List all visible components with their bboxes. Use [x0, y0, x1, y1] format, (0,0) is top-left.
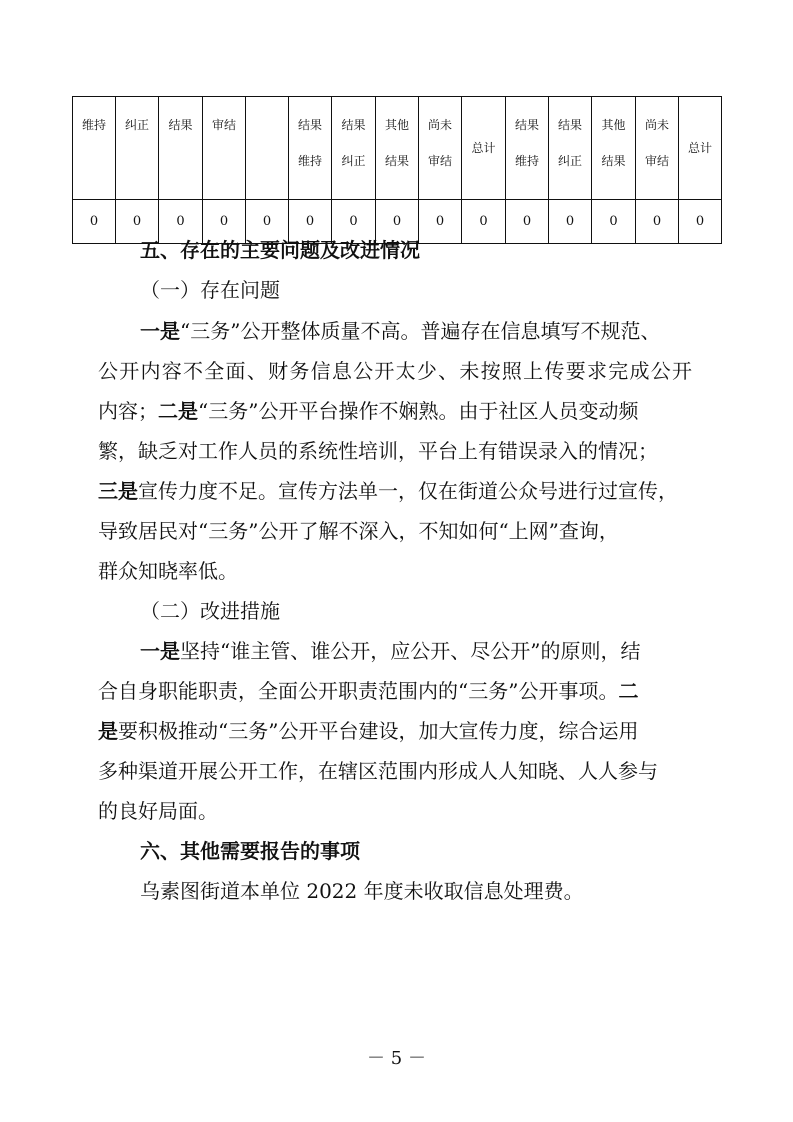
problems-line-5 — [98, 481, 678, 501]
review-litigation-table — [72, 96, 722, 244]
header-cell: 其他 结果 — [376, 97, 419, 200]
value-cell: 0 — [116, 200, 159, 244]
value-cell: 0 — [679, 200, 722, 244]
problems-line-3 — [98, 401, 638, 421]
value-cell: 0 — [506, 200, 549, 244]
fee-statement: 乌素图街道本单位 2022 年度未收取信息处理费。 — [140, 879, 584, 903]
header-cell: 总计 — [462, 97, 506, 200]
problems-line-7: 群众知晓率低。 — [98, 559, 238, 583]
first-point-label: 一是 — [140, 319, 180, 343]
value-cell: 0 — [592, 200, 636, 244]
value-cell: 0 — [549, 200, 592, 244]
value-cell: 0 — [462, 200, 506, 244]
value-cell: 0 — [376, 200, 419, 244]
problems-line-2: 公开内容不全面、财务信息公开太少、未按照上传要求完成公开 — [98, 359, 692, 383]
header-cell: 结果 维持 — [506, 97, 549, 200]
measures-line-3 — [98, 721, 638, 741]
header-cell: 结果 维持 — [289, 97, 332, 200]
value-cell: 0 — [636, 200, 679, 244]
section-5-heading: 五、存在的主要问题及改进情况 — [140, 238, 420, 262]
table-header-row — [73, 97, 722, 200]
header-cell: 纠正 — [116, 97, 159, 200]
header-cell: 结果 纠正 — [332, 97, 376, 200]
value-cell: 0 — [73, 200, 116, 244]
value-cell: 0 — [246, 200, 289, 244]
measures-line-5: 的良好局面。 — [98, 799, 218, 823]
header-cell: 结果 纠正 — [549, 97, 592, 200]
first-point-label: 一是 — [140, 639, 180, 663]
problems-text: “三务”公开整体质量不高。普遍存在信息填写不规范、 — [180, 319, 661, 343]
header-cell: 尚未 审结 — [419, 97, 462, 200]
header-cell: 结果 — [159, 97, 203, 200]
measures-line-2 — [98, 681, 638, 701]
second-point-label: 二 — [618, 679, 639, 703]
measures-text: 合自身职能职责，全面公开职责范围内的“三务”公开事项。 — [98, 679, 619, 703]
measures-text: 要积极推动“三务”公开平台建设，加大宣传力度，综合运用 — [118, 719, 639, 743]
value-cell: 0 — [203, 200, 246, 244]
problems-text: 宣传力度不足。宣传方法单一，仅在街道公众号进行过宣传， — [138, 479, 678, 503]
problems-line-6: 导致居民对“三务”公开了解不深入，不知如何“上网”查询， — [98, 519, 619, 543]
value-cell: 0 — [332, 200, 376, 244]
second-point-label: 二是 — [158, 399, 198, 423]
subheading-problems: （一）存在问题 — [140, 278, 280, 302]
value-cell: 0 — [289, 200, 332, 244]
subheading-measures: （二）改进措施 — [140, 599, 280, 623]
problems-line-4: 繁，缺乏对工作人员的系统性培训，平台上有错误录入的情况； — [98, 439, 658, 463]
problems-line-1 — [140, 321, 692, 341]
third-point-label: 三是 — [98, 479, 138, 503]
problems-text: 内容； — [98, 399, 158, 423]
header-cell — [246, 97, 289, 200]
value-cell: 0 — [159, 200, 203, 244]
value-cell: 0 — [419, 200, 462, 244]
table-values-row — [73, 200, 722, 244]
header-cell: 其他 结果 — [592, 97, 636, 200]
header-cell: 审结 — [203, 97, 246, 200]
header-cell: 总计 — [679, 97, 722, 200]
problems-text: “三务”公开平台操作不娴熟。由于社区人员变动频 — [198, 399, 639, 423]
measures-line-1 — [140, 641, 640, 661]
second-point-label: 是 — [98, 719, 118, 743]
measures-line-4: 多种渠道开展公开工作，在辖区范围内形成人人知晓、人人参与 — [98, 759, 658, 783]
measures-text: 坚持“谁主管、谁公开，应公开、尽公开”的原则，结 — [180, 639, 641, 663]
header-cell: 维持 — [73, 97, 116, 200]
header-cell: 尚未 审结 — [636, 97, 679, 200]
page-number: － 5 － — [367, 1048, 426, 1069]
section-6-heading: 六、其他需要报告的事项 — [140, 839, 360, 863]
